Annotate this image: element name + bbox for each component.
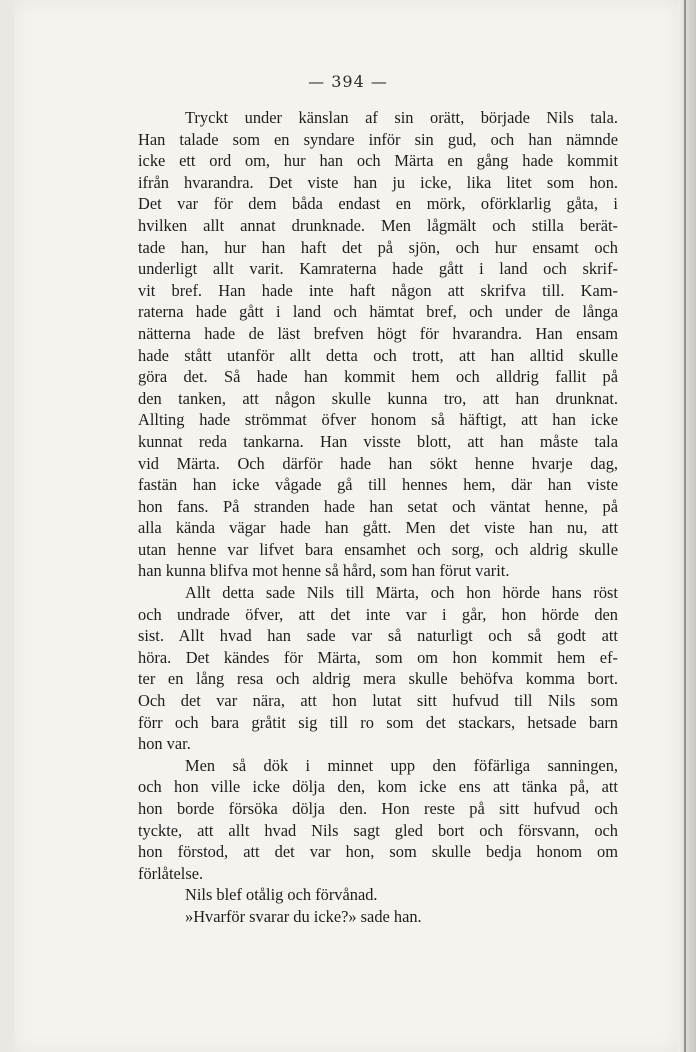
- text-line: hvilken allt annat drunknade. Men lågmält och stilla berät-: [138, 215, 618, 235]
- text-line: kunnat reda tankarna. Han visste blott, att han måste tala: [138, 431, 618, 451]
- text-line: underligt allt varit. Kamraterna hade gått i land och skrif-: [138, 259, 618, 279]
- text-line: Tryckt under känslan af sin orätt, började Nils tala.: [185, 108, 618, 127]
- text-line: höra. Det kändes för Märta, som om hon kommit hem ef-: [138, 647, 618, 667]
- text-line: Och det var nära, att hon lutat sitt hufvud till Nils som: [138, 691, 618, 711]
- text-line: alla kända vägar hade han gått. Men det viste han nu, att: [138, 518, 618, 538]
- text-line: förr och bara gråtit sig till ro som det stackars, hetsade barn: [138, 712, 618, 732]
- text-line: Men så dök i minnet upp den föfärliga sanningen,: [185, 755, 618, 775]
- text-line: ter en lång resa och aldrig mera skulle behöfva komma bort.: [138, 669, 618, 689]
- text-line: han kunna blifva mot henne så hård, som han förut varit.: [138, 561, 510, 581]
- text-line: utan henne var lifvet bara ensamhet och sorg, och aldrig skulle: [138, 539, 618, 559]
- paragraph: [138, 884, 618, 906]
- text-line: förlåtelse.: [138, 863, 204, 883]
- text-line: hon fans. På stranden hade han setat och väntat henne, på: [138, 496, 618, 516]
- paragraph: [138, 107, 618, 582]
- text-line: hon borde försöka dölja den. Hon reste på sitt hufvud och: [138, 799, 618, 818]
- text-line: vit bref. Han hade inte haft någon att skrifva till. Kam-: [138, 280, 618, 300]
- text-line: hon förstod, att det var hon, som skulle bedja honom om: [138, 842, 618, 862]
- text-line: ifrån hvarandra. Det viste han ju icke, lika litet som hon.: [138, 172, 618, 192]
- text-line: den tanken, att någon skulle kunna tro, att han drunknat.: [138, 388, 618, 408]
- text-line: Allt detta sade Nils till Märta, och hon hörde hans röst: [185, 583, 618, 603]
- text-line: raterna hade gått i land och hämtat bref, och under de långa: [138, 302, 618, 322]
- text-line: nätterna hade de läst brefven högt för hvarandra. Han ensam: [138, 323, 618, 343]
- body-text: [138, 107, 618, 928]
- text-line: Det var för dem båda endast en mörk, oförklarlig gåta, i: [138, 194, 618, 214]
- text-line: »Hvarför svarar du icke?» sade han.: [185, 906, 422, 926]
- text-line: Allting hade strömmat öfver honom så häftigt, att han icke: [138, 410, 618, 430]
- paragraph: [138, 582, 618, 755]
- text-line: tade han, hur han haft det på sjön, och hur ensamt och: [138, 237, 618, 257]
- text-line: fastän han icke vågade gå till hennes hem, där han viste: [138, 475, 618, 495]
- text-line: sist. Allt hvad han sade var så naturligt och så godt att: [138, 626, 618, 646]
- paragraph: [138, 755, 618, 885]
- text-line: hade stått utanför allt detta och trott, att han alltid skulle: [138, 345, 618, 365]
- text-line: tyckte, att allt hvad Nils sagt gled bort och försvann, och: [138, 820, 618, 840]
- text-line: vid Märta. Och därför hade han sökt henne hvarje dag,: [138, 453, 618, 473]
- paragraph: [138, 906, 618, 928]
- page-number: — 394 —: [308, 72, 388, 91]
- text-line: och undrade öfver, att det inte var i går, hon hörde den: [138, 604, 618, 624]
- text-line: Nils blef otålig och förvånad.: [185, 885, 378, 905]
- text-line: och hon ville icke dölja den, kom icke ens att tänka på, att: [138, 777, 618, 797]
- text-line: Han talade som en syndare inför sin gud, och han nämnde: [138, 129, 618, 149]
- page-edge: [678, 0, 696, 1052]
- text-line: icke ett ord om, hur han och Märta en gång hade kommit: [138, 151, 618, 171]
- text-line: göra det. Så hade han kommit hem och alldrig fallit på: [138, 367, 618, 387]
- text-line: hon var.: [138, 734, 191, 754]
